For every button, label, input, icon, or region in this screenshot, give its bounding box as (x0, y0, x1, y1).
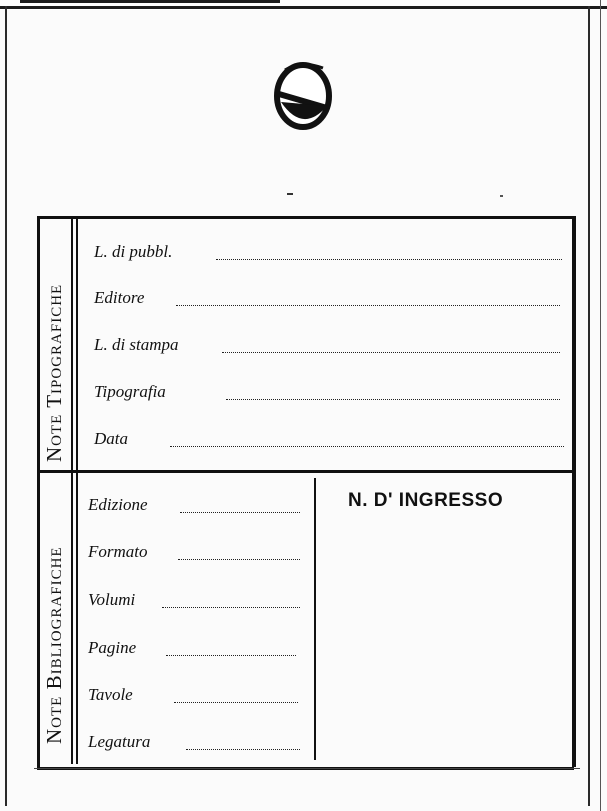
card-outer-edge (600, 0, 601, 811)
fill-line (166, 655, 296, 656)
field-legatura[interactable] (88, 732, 300, 754)
field-label: Data (94, 429, 128, 448)
field-label: L. di pubbl. (94, 242, 173, 261)
field-label: Formato (88, 542, 148, 561)
field-luogo-stampa[interactable] (94, 335, 560, 357)
field-label: Pagine (88, 638, 137, 657)
column-divider (314, 478, 316, 760)
heading-separator (76, 219, 78, 470)
fill-line (174, 702, 298, 703)
card-top-edge-fragment (20, 0, 280, 3)
heading-separator (71, 219, 73, 470)
section-divider (37, 470, 575, 473)
fill-line (222, 352, 560, 353)
field-volumi[interactable] (88, 590, 300, 612)
heading-separator (76, 473, 78, 764)
card-left-edge (5, 6, 7, 806)
card-top-edge (0, 6, 607, 9)
field-formato[interactable] (88, 542, 300, 564)
field-luogo-pubblicazione[interactable] (94, 242, 562, 264)
field-label: Tavole (88, 685, 133, 704)
fill-line (178, 559, 300, 560)
field-pagine[interactable] (88, 638, 296, 660)
fill-line (186, 749, 300, 750)
speck (287, 193, 293, 195)
fill-line (176, 305, 560, 306)
speck (500, 195, 503, 197)
heading-separator (71, 473, 73, 764)
fill-line (180, 512, 300, 513)
field-label: Volumi (88, 590, 136, 609)
form-right-border (572, 216, 576, 767)
field-edizione[interactable] (88, 495, 300, 517)
field-tipografia[interactable] (94, 382, 560, 404)
field-tavole[interactable] (88, 685, 298, 707)
field-label: Tipografia (94, 382, 166, 401)
field-label: L. di stampa (94, 335, 179, 354)
numero-ingresso-label: N. D' INGRESSO (348, 490, 504, 511)
fill-line (226, 399, 560, 400)
fill-line (170, 446, 564, 447)
punch-hole (271, 58, 335, 132)
fill-line (216, 259, 562, 260)
field-data[interactable] (94, 429, 564, 451)
field-editore[interactable] (94, 288, 560, 310)
form-bottom-border (34, 768, 580, 769)
field-label: Legatura (88, 732, 151, 751)
card-right-edge (588, 6, 590, 806)
fill-line (162, 607, 300, 608)
field-label: Editore (94, 288, 145, 307)
field-label: Edizione (88, 495, 148, 514)
